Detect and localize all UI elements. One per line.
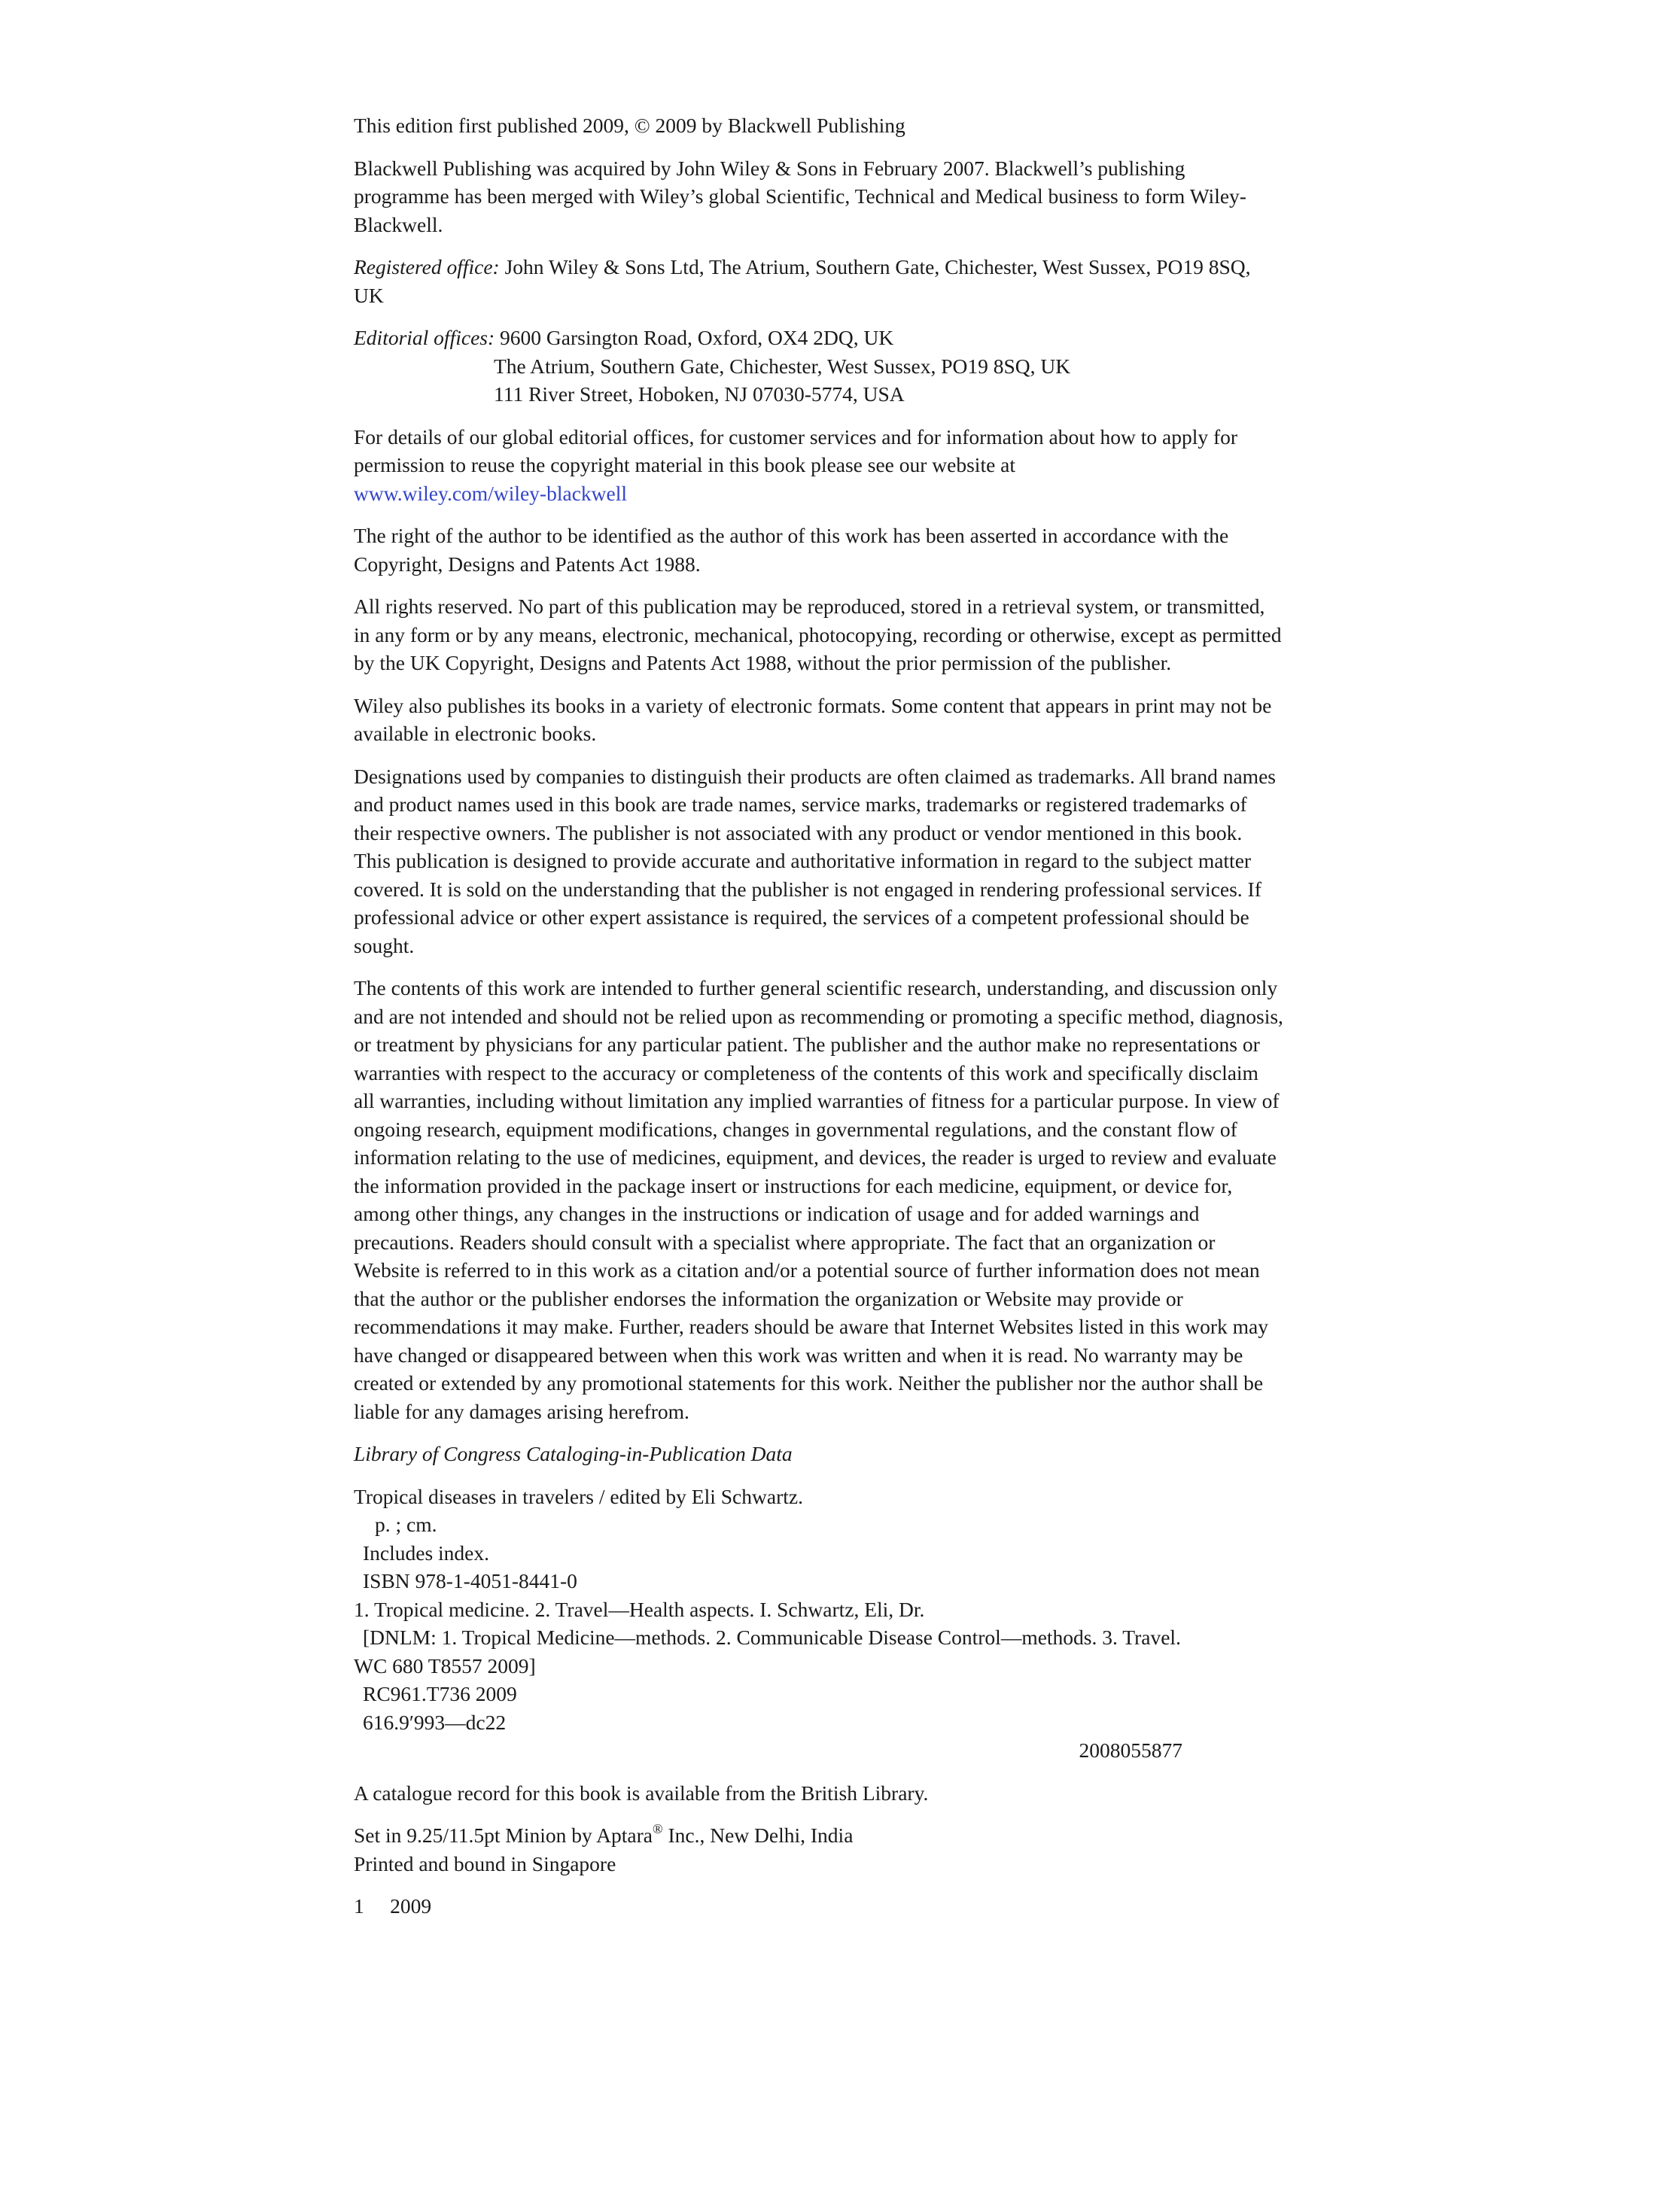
printed-line: Printed and bound in Singapore bbox=[354, 1851, 616, 1875]
right-of-author-paragraph: The right of the author to be identified as the author of this work has been asserted in accordance with the Copyright, Designs and Patents Act 1988. bbox=[354, 524, 1229, 576]
registered-mark: ® bbox=[652, 1820, 663, 1836]
global-offices-text: For details of our global editorial offices, for customer services and for information about how to apply for permission to reuse the copyright material in this book please see our website at bbox=[354, 424, 1238, 476]
registered-office-label: Registered office: bbox=[354, 255, 500, 278]
cip-dnlm: [DNLM: 1. Tropical Medicine—methods. 2. Communicable Disease Control—methods. 3. Travel. bbox=[363, 1626, 1181, 1649]
cip-block bbox=[354, 1483, 1283, 1765]
typesetting-after: Inc., New Delhi, India bbox=[662, 1824, 854, 1847]
designations-paragraph: Designations used by companies to distinguish their products are often claimed as trademarks. All brand names and product names used in this book are trade names, service marks, trademarks or registered trademarks of their respective owners. The publisher is not associated with any product or vendor mentioned in this book. This publication is designed to provide accurate and authoritative information in regard to the subject matter covered. It is sold on the understanding that the publisher is not engaged in rendering professional services. If professional advice or other expert assistance is required, the services of a competent professional should be sought. bbox=[354, 764, 1276, 957]
editorial-office-line-3: 111 River Street, Hoboken, NJ 07030-5774, USA bbox=[494, 382, 905, 406]
electronic-formats-paragraph: Wiley also publishes its books in a variety of electronic formats. Some content that appears in print may not be available in electronic books. bbox=[354, 693, 1272, 745]
typesetting-block bbox=[354, 1821, 1283, 1878]
editorial-offices-label: Editorial offices: bbox=[354, 326, 495, 349]
cip-subjects: 1. Tropical medicine. 2. Travel—Health aspects. I. Schwartz, Eli, Dr. bbox=[354, 1597, 925, 1621]
cip-pcm: p. ; cm. bbox=[375, 1513, 437, 1536]
cip-heading: Library of Congress Cataloging-in-Publication Data bbox=[354, 1442, 793, 1465]
editorial-office-line-2: The Atrium, Southern Gate, Chichester, West Sussex, PO19 8SQ, UK bbox=[494, 354, 1071, 378]
registered-office-text: John Wiley & Sons Ltd, The Atrium, Southern Gate, Chichester, West Sussex, PO19 8SQ, UK bbox=[354, 255, 1251, 307]
cip-isbn: ISBN 978-1-4051-8441-0 bbox=[363, 1569, 577, 1592]
acquisition-paragraph: Blackwell Publishing was acquired by John Wiley & Sons in February 2007. Blackwell’s publishing programme has been merged with Wiley’s global Scientific, Technical and Medical business to form Wiley-Blackwell. bbox=[354, 156, 1246, 236]
editorial-office-line-1: Editorial offices: 9600 Garsington Road, Oxford, OX4 2DQ, UK bbox=[354, 326, 894, 349]
cip-rc: RC961.T736 2009 bbox=[363, 1682, 517, 1705]
all-rights-paragraph: All rights reserved. No part of this publication may be reproduced, stored in a retrieval system, or transmitted, in any form or by any means, electronic, mechanical, photocopying, recording or otherwise, except as permitted by the UK Copyright, Designs and Patents Act 1988, without the prior permission of the publisher. bbox=[354, 595, 1282, 674]
cip-includes: Includes index. bbox=[363, 1541, 490, 1565]
british-library-line: A catalogue record for this book is available from the British Library. bbox=[354, 1781, 929, 1805]
global-offices-paragraph bbox=[354, 423, 1283, 508]
cip-lccn: 2008055877 bbox=[1079, 1738, 1182, 1762]
copyright-line: This edition first published 2009, © 2009 by Blackwell Publishing bbox=[354, 114, 905, 137]
cip-title-line: Tropical diseases in travelers / edited by Eli Schwartz. bbox=[354, 1484, 803, 1508]
cip-wc: WC 680 T8557 2009] bbox=[354, 1653, 536, 1678]
registered-office bbox=[354, 253, 1283, 309]
typesetting-before: Set in 9.25/11.5pt Minion by Aptara bbox=[354, 1824, 653, 1847]
printing-line: 1 2009 bbox=[354, 1894, 432, 1918]
disclaimer-paragraph: The contents of this work are intended to further general scientific research, understanding, and discussion only and are not intended and should not be relied upon as recommending or promoting a specific method, diagnosis, or treatment by physicians for any particular patient. The publisher and the author make no representations or warranties with respect to the accuracy or completeness of the contents of this work and specifically disclaim all warranties, including without limitation any implied warranties of fitness for a particular purpose. In view of ongoing research, equipment modifications, changes in governmental regulations, and the constant flow of information relating to the use of medicines, equipment, and devices, the reader is urged to review and evaluate the information provided in the package insert or instructions for each medicine, equipment, or device for, among other things, any changes in the instructions or indication of usage and for added warnings and precautions. Readers should consult with a specialist where appropriate. The fact that an organization or Website is referred to in this work as a citation and/or a potential source of further information does not mean that the author or the publisher endorses the information the organization or Website may provide or recommendations it may make. Further, readers should be aware that Internet Websites listed in this work may have changed or disappeared between when this work was written and when it is read. No warranty may be created or extended by any promotional statements for this work. Neither the publisher nor the author shall be liable for any damages arising herefrom. bbox=[354, 976, 1283, 1423]
cip-dewey: 616.9′993—dc22 bbox=[363, 1710, 507, 1734]
editorial-offices bbox=[354, 324, 1283, 409]
copyright-page bbox=[354, 111, 1283, 1935]
wiley-website-link[interactable]: www.wiley.com/wiley-blackwell bbox=[354, 481, 627, 505]
